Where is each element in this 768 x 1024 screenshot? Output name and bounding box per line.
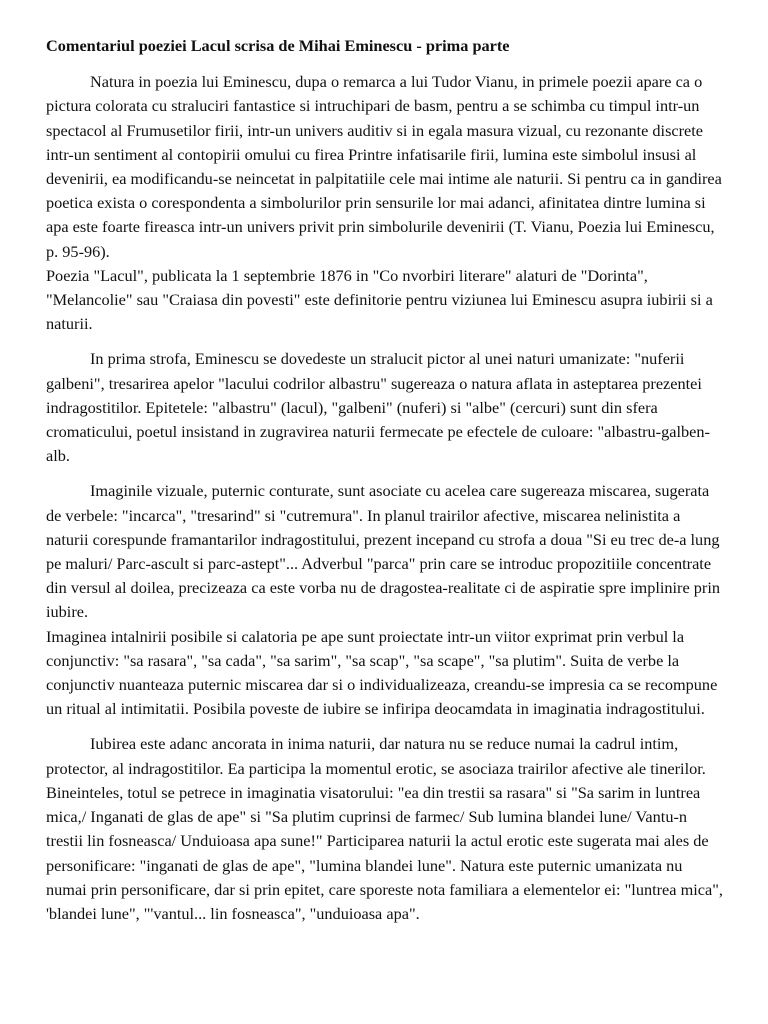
paragraph-natura: Natura in poezia lui Eminescu, dupa o remarca a lui Tudor Vianu, in primele poezii apare ca o pictura colorata cu straluciri fantastice si intruchipari de basm, pentru a se schimba cu timpul intr-un spectacol al Frumusetilor firii, intr-un univers auditiv si in egala masura vizual, cu rezonante discrete intr-un sentiment al contopirii omului cu firea Printre infatisarile firii, lumina este simbolul insusi al devenirii, ea modificandu-se neincetat in palpitatiile cele mai intime ale naturii. Si pentru ca in gandirea poetica exista o corespondenta a simbolurilor prin sensurile lor mai adanci, afinitatea dintre lumina si apa este foarte fireasca intr-un univers privit prin simbolurile devenirii (T. Vianu, Poezia lui Eminescu, p. 95-96). bbox=[46, 72, 722, 261]
paragraph-iubirea: Iubirea este adanc ancorata in inima naturii, dar natura nu se reduce numai la cadrul intim, protector, al indragostitilor. Ea participa la momentul erotic, se asociaza trairilor afective ale tinerilor. Bineinteles, totul se petrece in imaginatia visatorului: "ea din trestii sa rasara" si "Sa sarim in luntrea mica,/ Inganati de glas de ape" si "Sa plutim cuprinsi de farmec/ Sub lumina blandei lune/ Vantu-n trestii lin fosneasca/ Unduioasa apa sune!" Participarea naturii la actul erotic este sugerata mai ales de personificare: "inganati de glas de ape", "lumina blandei lune". Natura este puternic umanizata nu numai prin personificare, dar si prin epitet, care sporeste nota familiara a elementelor ei: "luntrea mica", 'blandei lune", "'vantul... lin fosneasca", "unduioasa apa". bbox=[46, 734, 723, 923]
paragraph-imaginile-vizuale: Imaginile vizuale, puternic conturate, sunt asociate cu acelea care sugereaza miscarea, sugerata de verbele: "incarca", "tresarind" si "cutremura". In planul trairilor afective, miscarea nelinistita a naturii corespunde framantarilor indragostitului, prezent incepand cu strofa a doua "Si eu trec de-a lung pe maluri/ Parc-ascult si parc-astept"... Adverbul "parca" prin care se introduc propozitiile concentrate din versul al doilea, precizeaza ca este vorba nu de dragostea-realitate ci de aspiratie spre implinire prin iubire. bbox=[46, 481, 721, 622]
paragraph-prima-strofa: In prima strofa, Eminescu se dovedeste un stralucit pictor al unei naturi umanizate: "nuferii galbeni", tresarirea apelor "lacului codrilor albastru" sugereaza o natura aflata in asteptarea prezentei indragostitilor. Epitetele: "albastru" (lacul), "galbeni" (nuferi) si "albe" (cercuri) sunt din sfera cromaticului, poetul insistand in zugravirea naturii fermecate pe efectele de culoare: "albastru-galben-alb. bbox=[46, 349, 710, 466]
document-page bbox=[46, 34, 726, 926]
document-title: Comentariul poeziei Lacul scrisa de Mihai Eminescu - prima parte bbox=[46, 36, 510, 55]
paragraph-imaginea-intalnirii: Imaginea intalnirii posibile si calatoria pe ape sunt proiectate intr-un viitor exprimat prin verbul la conjunctiv: "sa rasara", "sa cada", "sa sarim", "sa scap", "sa scape", "sa plutim". Suita de verbe la conjunctiv nuanteaza puternic miscarea dar si o individualizeaza, creandu-se impresia ca se recompune un ritual al intimitatii. Posibila poveste de iubire se infiripa deocamdata in imaginatia indragostitului. bbox=[46, 626, 718, 719]
paragraph-poezia-lacul: Poezia "Lacul", publicata la 1 septembrie 1876 in "Co nvorbiri literare" alaturi de "Dorinta", "Melancolie" sau "Craiasa din povesti" este definitorie pentru viziunea lui Eminescu asupra iubirii si a naturii. bbox=[46, 265, 713, 334]
